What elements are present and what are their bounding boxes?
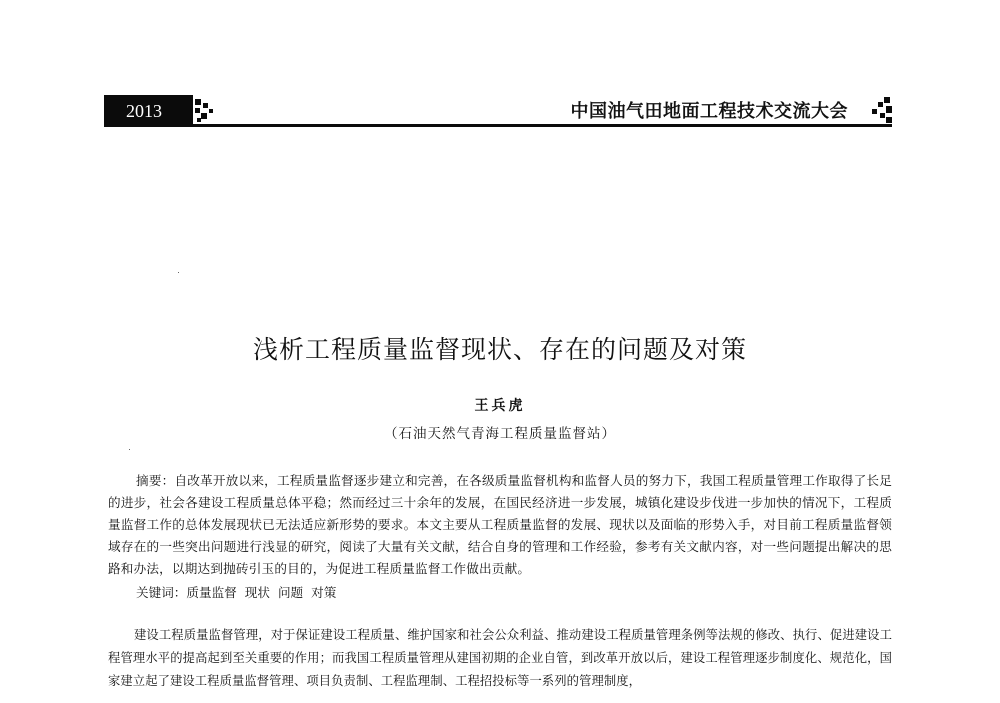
header-year: 2013 (126, 101, 162, 121)
conference-title: 中国油气田地面工程技术交流大会 (570, 101, 848, 122)
keyword: 对策 (311, 585, 337, 600)
keyword: 质量监督 (186, 585, 237, 600)
keywords-label: 关键词： (136, 585, 187, 600)
pixel-ornament-icon (195, 99, 215, 123)
pixel-ornament-icon (870, 97, 892, 123)
body-paragraph: 建设工程质量监督管理，对于保证建设工程质量、维护国家和社会公众利益、推动建设工程质量管理条例等法规的修改、执行、促进建设工程管理水平的提高起到至关重要的作用；而我国工程质量管理从建国初期的企业自管，到改革开放以后，建设工程管理逐步制度化、规范化，国家建立起了建设工程质量监督管理、项目负责制、工程监理制、工程招投标等一系列的管理制度， (108, 628, 892, 688)
keyword: 现状 (244, 585, 270, 600)
author-affiliation: （石油天然气青海工程质量监督站） (384, 426, 616, 442)
header-year-block (104, 95, 193, 127)
header-rule (104, 124, 892, 127)
running-header (104, 95, 892, 127)
abstract-label: 摘要： (136, 473, 175, 488)
keywords (136, 582, 836, 604)
paper-title: 浅析工程质量监督现状、存在的问题及对策 (252, 335, 747, 364)
abstract (108, 470, 892, 580)
keyword: 问题 (277, 585, 304, 600)
author-name: 王兵虎 (474, 398, 526, 414)
abstract-text: 自改革开放以来，工程质量监督逐步建立和完善，在各级质量监督机构和监督人员的努力下，我国工程质量管理工作取得了长足的进步，社会各建设工程质量总体平稳；然而经过三十余年的发展，在国民经济进一步发展，城镇化建设步伐进一步加快的情况下，工程质量监督工作的总体发展现状已无法适应新形势的要求。本文主要从工程质量监督的发展、现状以及面临的形势入手，对目前工程质量监督领域存在的一些突出问题进行浅显的研究，阅读了大量有关文献，结合自身的管理和工作经验，参考有关文献内容，对一些问题提出解决的思路和办法，以期达到抛砖引玉的目的，为促进工程质量监督工作做出贡献。 (108, 473, 892, 576)
